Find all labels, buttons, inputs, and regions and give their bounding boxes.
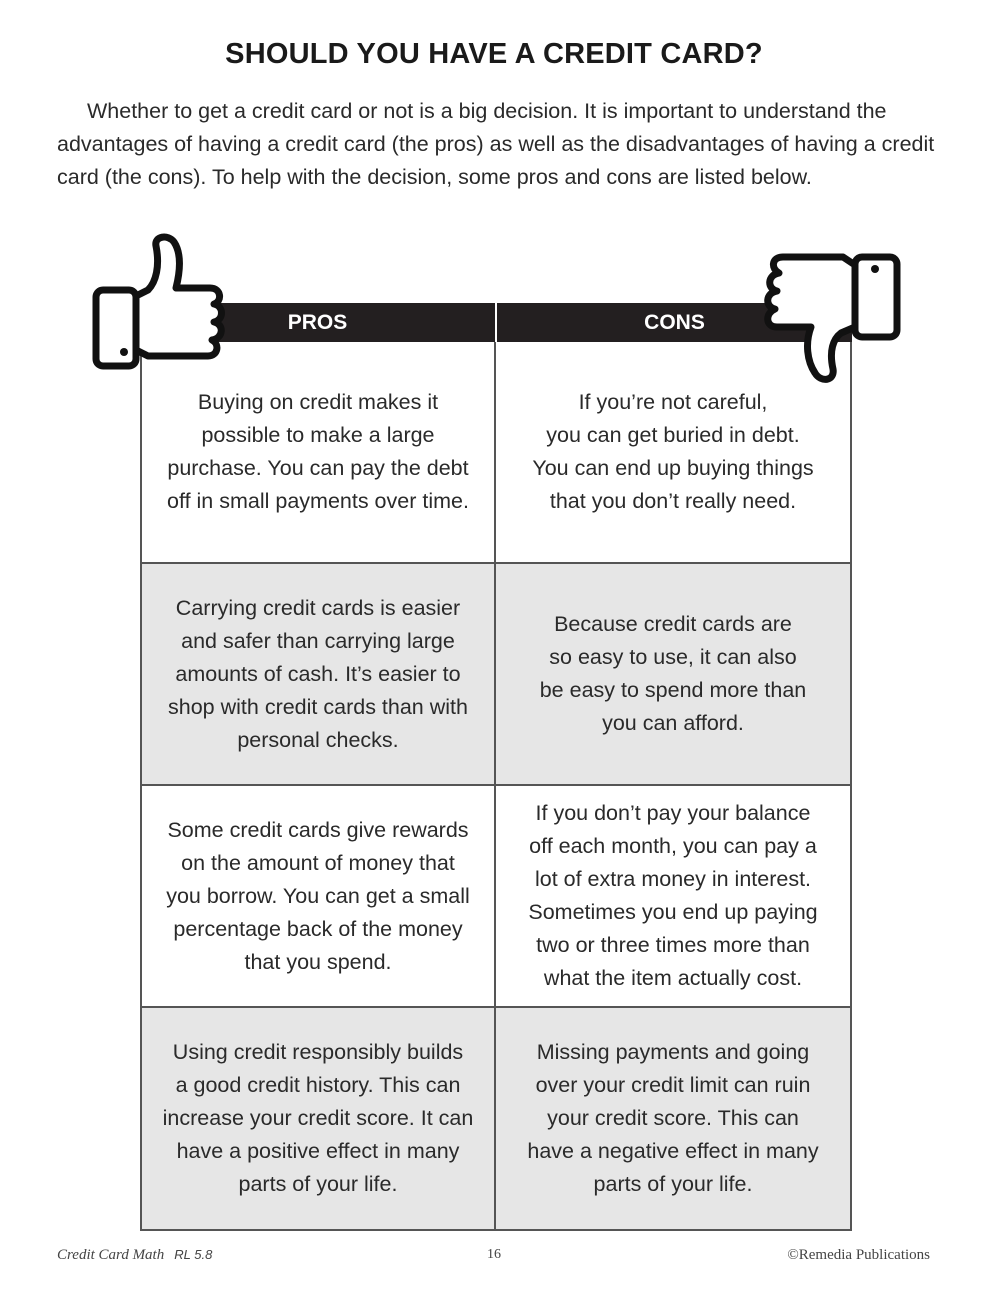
- cons-header: CONS: [644, 310, 705, 334]
- pros-cons-table: [140, 342, 852, 1231]
- pro-cell: Some credit cards give rewards on the amount of money that you borrow. You can get a small percentage back of the money that you spend.: [142, 786, 496, 1008]
- thumbs-down-icon: [755, 243, 905, 385]
- footer-reading-level: RL 5.8: [174, 1247, 213, 1262]
- intro-paragraph: Whether to get a credit card or not is a big decision. It is important to understand the advantages of having a credit card (the pros) as well as the disadvantages of having a credit card (the cons). To help with the decision, some pros and cons are listed below.: [57, 99, 935, 189]
- footer-publisher: ©Remedia Publications: [787, 1247, 930, 1263]
- con-cell: Missing payments and going over your credit limit can ruin your credit score. This can have a negative effect in many parts of your life.: [496, 1008, 850, 1229]
- footer-book-title: Credit Card Math: [57, 1247, 165, 1263]
- con-cell: Because credit cards are so easy to use, it can also be easy to spend more than you can afford.: [496, 564, 850, 786]
- pro-cell: Buying on credit makes it possible to make a large purchase. You can pay the debt off in small payments over time.: [142, 342, 496, 564]
- con-cell: If you don’t pay your balance off each month, you can pay a lot of extra money in interest. Sometimes you end up paying two or three times more than what the item actually cost.: [496, 786, 850, 1008]
- pro-cell: Using credit responsibly builds a good credit history. This can increase your credit score. It can have a positive effect in many parts of your life.: [142, 1008, 496, 1229]
- table-header: [140, 303, 852, 342]
- page-number: 16: [487, 1247, 501, 1262]
- thumbs-up-icon: [90, 232, 235, 372]
- pro-cell: Carrying credit cards is easier and safer than carrying large amounts of cash. It’s easier to shop with credit cards than with personal checks.: [142, 564, 496, 786]
- pros-header: PROS: [287, 310, 348, 334]
- con-cell: If you’re not careful, you can get buried in debt. You can end up buying things that you don’t really need.: [496, 342, 850, 564]
- page-title: SHOULD YOU HAVE A CREDIT CARD?: [225, 38, 763, 70]
